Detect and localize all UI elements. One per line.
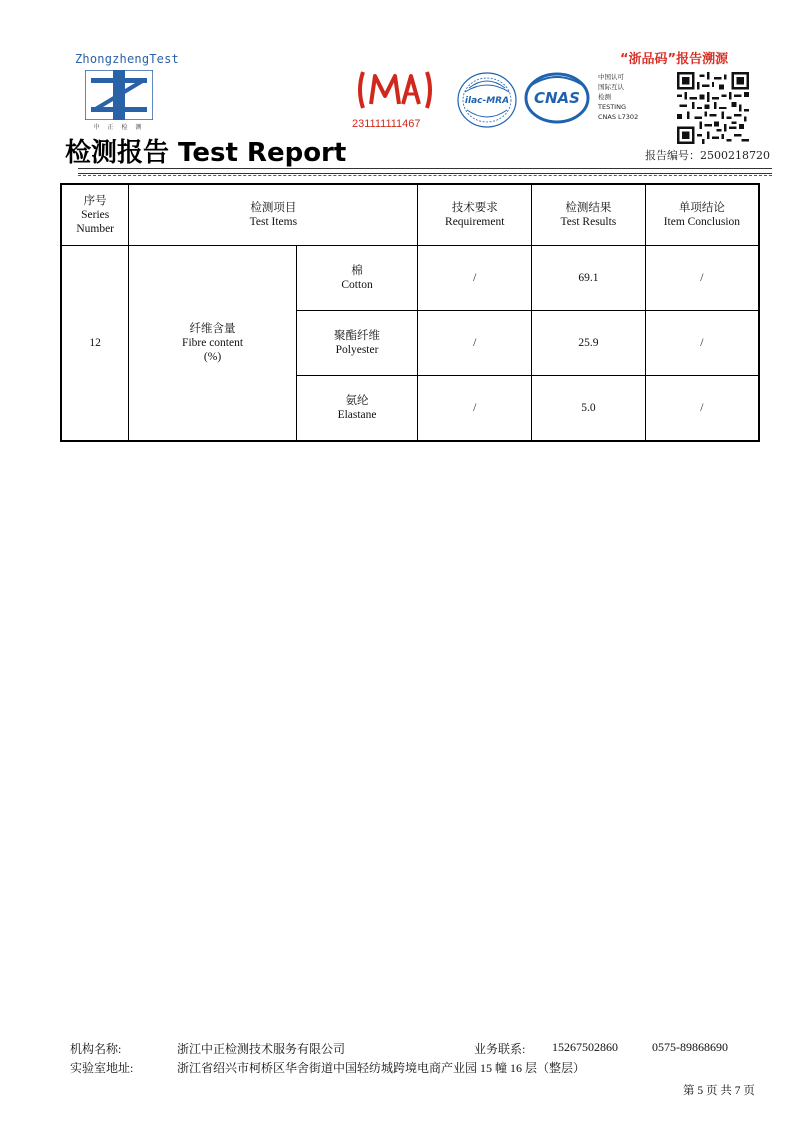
header-requirement <box>418 184 532 246</box>
ilac-label: ilac-MRA <box>464 96 510 106</box>
conclusion-cell: / <box>645 246 759 311</box>
table-row <box>61 246 759 311</box>
header-text-en: Number <box>76 223 115 235</box>
cnas-text-line: TESTING <box>598 103 626 111</box>
item-group-cn: 纤维含量 <box>189 323 236 335</box>
item-group-cell <box>129 246 296 442</box>
requirement-cell: / <box>418 246 532 311</box>
page-number: 第 5 页 共 7 页 <box>683 1085 755 1097</box>
fibre-name-cell <box>296 376 418 442</box>
report-number: 报告编号：2500218720 <box>645 149 770 162</box>
cma-number: 231111111467 <box>352 118 421 130</box>
header-text-en: Test Items <box>249 216 298 228</box>
item-group-en: Fibre content <box>182 337 244 349</box>
result-cell: 5.0 <box>532 376 646 442</box>
cnas-accreditation-text <box>598 72 638 122</box>
fibre-name-cell <box>296 246 418 311</box>
header-test-results <box>532 184 646 246</box>
contact-label: 业务联系: <box>474 1042 526 1056</box>
header-text-cn: 技术要求 <box>451 202 498 214</box>
header-series-number <box>61 184 129 246</box>
cnas-text-line: 国际互认 <box>598 83 624 91</box>
header-text-cn: 序号 <box>83 195 107 207</box>
fibre-name-en: Cotton <box>341 279 373 291</box>
contact-phone-mobile: 15267502860 <box>552 1040 618 1054</box>
contact-phone-landline: 0575-89868690 <box>652 1040 728 1054</box>
table-header-row <box>61 184 759 246</box>
fibre-name-en: Elastane <box>337 409 377 421</box>
brand-name: ZhongzhengTest <box>75 52 179 66</box>
header-text-cn: 检测项目 <box>250 202 297 214</box>
address-label: 实验室地址: <box>70 1061 134 1075</box>
header-text-en: Requirement <box>445 216 505 228</box>
traceability-label: “浙品码”报告溯源 <box>620 52 729 67</box>
header-divider-dashed <box>78 175 772 176</box>
header-test-items <box>129 184 418 246</box>
fibre-name-cn: 聚酯纤维 <box>334 330 381 342</box>
logo-subtitle: 中 正 检 测 <box>93 124 145 131</box>
cma-seal <box>355 68 435 112</box>
page-title: 检测报告 Test Report <box>65 138 347 168</box>
header-divider <box>78 168 772 174</box>
fibre-name-cn: 氨纶 <box>345 395 369 407</box>
cnas-seal <box>524 72 590 124</box>
fibre-name-cell <box>296 311 418 376</box>
header-text-en: Item Conclusion <box>663 216 741 228</box>
result-cell: 69.1 <box>532 246 646 311</box>
conclusion-cell: / <box>645 311 759 376</box>
conclusion-cell: / <box>645 376 759 442</box>
header-text-cn: 检测结果 <box>565 202 612 214</box>
lab-address: 浙江省绍兴市柯桥区华舍街道中国轻纺城跨境电商产业园 15 幢 16 层（整层） <box>177 1061 586 1075</box>
fibre-name-cn: 棉 <box>351 265 363 277</box>
requirement-cell: / <box>418 311 532 376</box>
series-number-cell: 12 <box>61 246 129 442</box>
result-cell: 25.9 <box>532 311 646 376</box>
cnas-label: CNAS <box>534 89 580 107</box>
org-name: 浙江中正检测技术服务有限公司 <box>177 1042 346 1056</box>
org-label: 机构名称: <box>70 1042 122 1056</box>
cnas-text-line: 检测 <box>598 93 611 101</box>
cnas-text-line: 中国认可 <box>598 73 624 81</box>
qr-code[interactable] <box>677 72 749 144</box>
ilac-mra-seal <box>455 70 519 130</box>
requirement-cell: / <box>418 376 532 442</box>
header-item-conclusion <box>645 184 759 246</box>
item-group-unit: (%) <box>203 351 222 363</box>
header-text-en: Series <box>81 209 110 221</box>
header-text-cn: 单项结论 <box>678 202 725 214</box>
test-results-table <box>60 183 760 442</box>
cnas-text-line: CNAS L7302 <box>598 113 639 121</box>
fibre-name-en: Polyester <box>335 344 379 356</box>
header-text-en: Test Results <box>560 216 617 228</box>
company-logo <box>85 70 153 120</box>
